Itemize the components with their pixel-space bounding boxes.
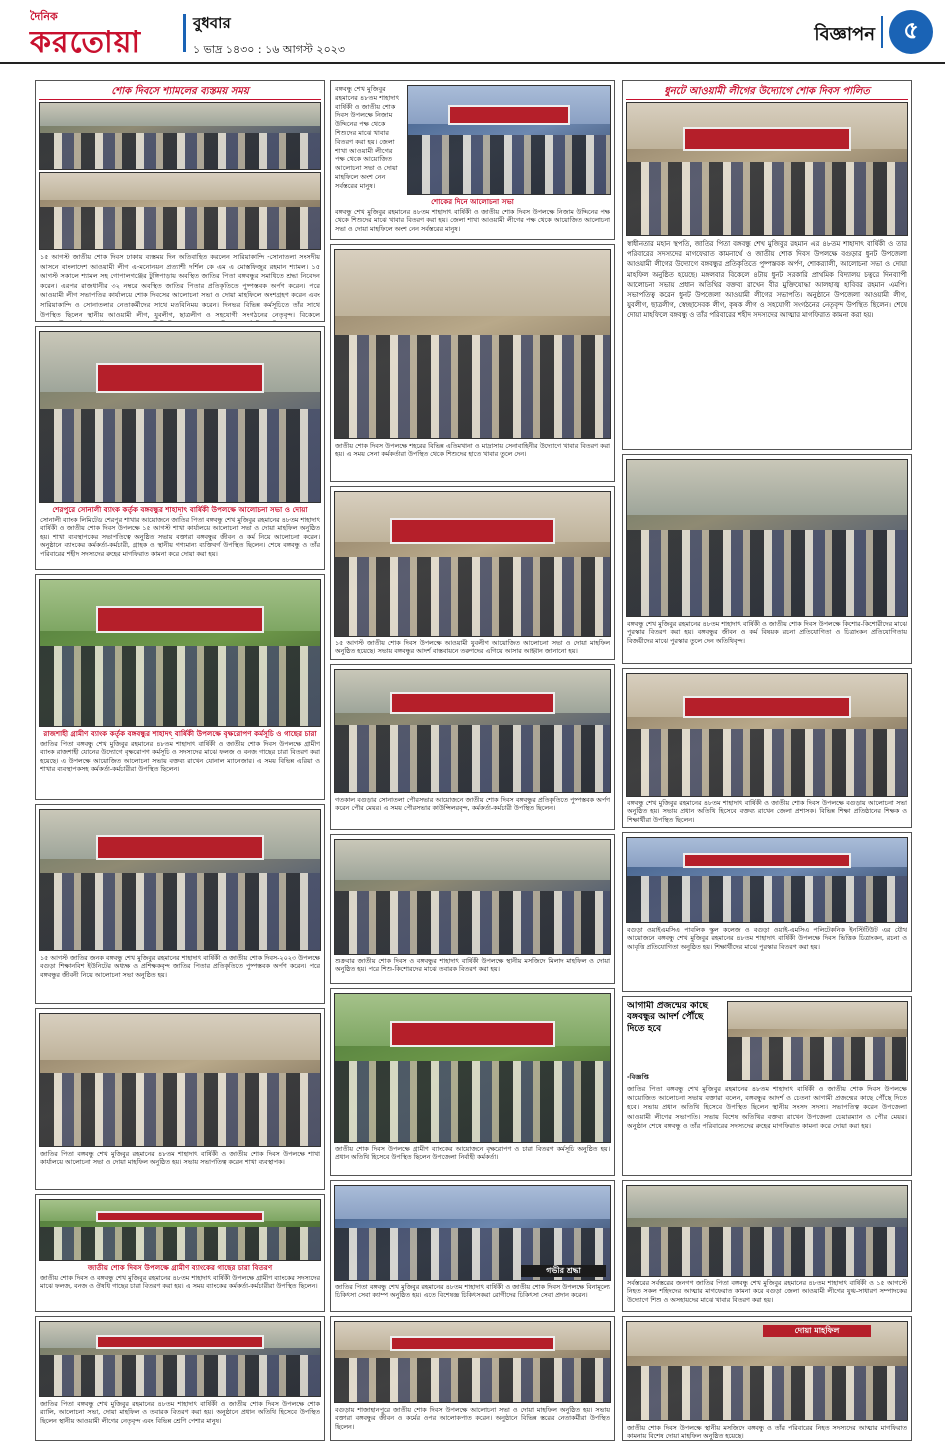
masthead [0, 0, 945, 64]
story-trainee-unit [35, 804, 325, 1004]
news-photo [39, 102, 321, 170]
page-number: ৫ [889, 10, 933, 54]
story-headline: শোক দিবসে শ্যামলের ব্যস্তময় সময় [39, 83, 321, 100]
news-photo [39, 172, 321, 250]
story-caption: বগুড়া ওয়াইএমসিএ পাবলিক স্কুল কলেজ ও বগুড়া ওয়াই-এমসিএ পলিটেকনিক ইনস্টিটিউট এর যৌথ আয়োজনে বঙ্গবন্ধু শেখ মুজিবুর রহমানের ৪৮তম শাহাদাৎ বার্ষিকী উপলক্ষে দিবস ভিত্তিক চিত্রাংকন, রচনা ও আবৃত্তি প্রতিযোগিতা অনুষ্ঠিত হয়। শিক্ষার্থীদের মাঝে পুরস্কার বিতরণ করা হয়। [627, 926, 907, 951]
story-army-meal [330, 244, 615, 482]
story-caption: জাতীয় শোক দিবস ও বঙ্গবন্ধু শেখ মুজিবুর রহমানের ৪৮তম শাহাদাৎ বার্ষিকী উপলক্ষে গ্রামীণ ব্যাংকের সদস্যদের মাঝে ফলজ, বনজ ও ঔষধি গাছের চারা বিতরণ করা হয়। এ সময় ব্যাংকের কর্মকর্তা-কর্মচারীরা উপস্থিত ছিলেন। [40, 1274, 320, 1291]
news-photo [334, 669, 611, 793]
issue-date: ১ ভাদ্র ১৪৩০ : ১৬ আগস্ট ২০২৩ [193, 43, 346, 56]
newspaper-logo [30, 8, 180, 58]
story-body: জাতির পিতা বঙ্গবন্ধু শেখ মুজিবুর রহমানের ৪৮তম শাহাদাৎ বার্ষিকী ও জাতীয় শোক দিবস উপলক্ষে আয়োজিত আলোচনা সভায় বক্তারা বলেন, বঙ্গবন্ধুর আদর্শ ও চেতনা আগামী প্রজন্মের কাছে পৌঁছে দিতে হবে। সভায় প্রধান অতিথি হিসেবে উপস্থিত ছিলেন স্থানীয় সংসদ সদস্য। সভাপতিত্ব করেন উপজেলা আওয়ামী লীগের সভাপতি। সভায় বিশেষ অতিথির বক্তব্য রাখেন উপজেলা চেয়ারম্যান ও পৌর মেয়র। অনুষ্ঠান শেষে বঙ্গবন্ধু ও তাঁর পরিবারের সদস্যদের রুহের মাগফিরাত কামনা করে দোয়া করা হয়। [627, 1085, 907, 1130]
news-photo [39, 809, 321, 951]
story-caption: বঙ্গবন্ধু শেখ মুজিবুর রহমানের ৪৮তম শাহাদাৎ বার্ষিকী ও জাতীয় শোক দিবস উপলক্ষে কিশোর-কিশোরীদের মাঝে পুরস্কার বিতরণ করা হয়। বঙ্গবন্ধুর জীবন ও কর্ম বিষয়ক রচনা প্রতিযোগিতা ও চিত্রাংকন প্রতিযোগিতায় বিজয়ীদের মাঝে পুরস্কার তুলে দেন অতিথিবৃন্দ। [627, 620, 907, 645]
story-label: শোকের দিনে আলোচনা সভা [431, 197, 514, 206]
column-right [622, 80, 912, 1445]
masthead-divider [183, 14, 186, 52]
story-caption: ১৫ আগস্ট জাতীয় শোক দিবস উপলক্ষে আওয়ামী যুবলীগ আয়োজিত আলোচনা সভা ও দোয়া মাহফিল অনুষ্ঠিত হয়েছে। সভায় বঙ্গবন্ধুর আদর্শ বাস্তবায়নে তরুণদের এগিয়ে আসার আহ্বান জানানো হয়। [335, 639, 610, 656]
story-caption: বঙ্গবন্ধু শেখ মুজিবুর রহমানের ৪৮তম শাহাদাৎ বার্ষিকী ও জাতীয় শোক দিবস উপলক্ষে নিজাম উদ্দিনের পক্ষ থেকে শিশুদের মাঝে খাবার বিতরণ করা হয়। জেলা শাখা আওয়ামী লীগের পক্ষ থেকে আয়োজিত আলোচনা সভা ও দোয়া মাহফিলে অংশ নেন সর্বস্তরের মানুষ। [335, 208, 610, 233]
news-photo [334, 491, 611, 637]
story-body: ১৫ আগস্ট জাতীয় শোক দিবস ঢাকায় ব্যস্তময় দিন অতিবাহিত করলেন সারিয়াকান্দি -সোনাতলা সংসদীয় আসনে বাংলাদেশ আওয়ামী লীগ এ-মনোনয়ন প্রত্যাশী দর্শিল কে এম এ মোস্তফিজুর রহমান শ্যামল। ১৫ আগস্ট সকালে শ্যামল সহ গোপালগঞ্জের টুঙ্গিপাড়ায় অবস্থিত জাতির পিতা বঙ্গবন্ধুর সমাধিতে শ্রদ্ধা নিবেদন করেন। এরপর রাজধানীর ৩২ নম্বরে অবস্থিত জাতির পিতার প্রতিকৃতিতে পুষ্পস্তবক অর্পণ করেন। পরে আওয়ামী লীগ সভাপতির কার্যালয়ে শোক দিবসের আলোচনা সভা ও দোয়া মাহফিলে অংশগ্রহণ করেন এবং সারিয়াকান্দি ও সোনাতলার নেতাকর্মীদের সাথে মতবিনিময় করেন। দিনভর বিভিন্ন কর্মসূচিতে তাঁর সাথে উপস্থিত ছিলেন স্থানীয় আওয়ামী লীগ, যুবলীগ, ছাত্রলীগ ও সহযোগী সংগঠনের নেতৃবৃন্দ। বিকেলে [40, 253, 320, 319]
section-name: বিজ্ঞাপন [814, 24, 875, 45]
story-sonatala-pourashava [330, 664, 615, 830]
story-headline: আগামী প্রজন্মের কাছে বঙ্গবন্ধুর আদর্শ পৌঁছে দিতে হবে [627, 1001, 708, 1034]
news-photo [39, 1199, 321, 1261]
story-prize-giving [622, 454, 912, 664]
news-photo [334, 993, 611, 1143]
banner-text: দোয়া মাহফিল [763, 1325, 871, 1337]
news-photo [39, 1321, 321, 1397]
story-caption: সোনালী ব্যাংক লিমিটেড শেরপুর শাখার আয়োজনে জাতির পিতা বঙ্গবন্ধু শেখ মুজিবুর রহমানের ৪৮তম শাহাদাৎ বার্ষিকী ও জাতীয় শোক দিবস উপলক্ষে ১৫ আগস্ট শাখা কার্যালয়ে আলোচনা সভা ও দোয়া মাহফিল অনুষ্ঠিত হয়। শাখা ব্যবস্থাপকের সভাপতিত্বে অনুষ্ঠিত সভায় বক্তারা বঙ্গবন্ধুর জীবন ও কর্ম নিয়ে আলোচনা করেন। অনুষ্ঠানে ব্যাংকের কর্মকর্তা-কর্মচারী, গ্রাহক ও স্থানীয় গণ্যমান্য ব্যক্তিবর্গ উপস্থিত ছিলেন। শেষে বঙ্গবন্ধু ও তাঁর পরিবারের শহীদ সদস্যদের রুহের মাগফিরাত কামনা করে দোয়া করা হয়। [40, 516, 320, 558]
story-jubo-league [330, 486, 615, 660]
news-photo [39, 1013, 321, 1147]
news-photo [39, 331, 321, 503]
story-caption: জাতির পিতা বঙ্গবন্ধু শেখ মুজিবুর রহমানের ৪৮তম শাহাদাৎ বার্ষিকী ও জাতীয় শোক দিবস উপলক্ষে শাখা কার্যালয়ে আলোচনা সভা ও দোয়া মাহফিল অনুষ্ঠিত হয়। সভায় সভাপতিত্ব করেন শাখা ব্যবস্থাপক। [40, 1150, 320, 1167]
story-caption: জাতীয় শোক দিবস উপলক্ষে শহরের বিভিন্ন এতিমখানা ও মাদ্রাসায় সেনাবাহিনীর উদ্যোগে খাবার বিতরণ করা হয়। এ সময় সেনা কর্মকর্তারা উপস্থিত থেকে শিশুদের হাতে খাবার তুলে দেন। [335, 442, 610, 459]
news-photo [727, 1001, 908, 1081]
story-caption: গতকাল বগুড়ার সোনাতলা পৌরসভার আয়োজনে জাতীয় শোক দিবস বঙ্গবন্ধুর প্রতিকৃতিতে পুষ্পস্তবক অর্পণ করেন পৌর মেয়র। এ সময় পৌরসভার কাউন্সিলরবৃন্দ, কর্মকর্তা-কর্মচারী উপস্থিত ছিলেন। [335, 796, 610, 813]
news-photo [626, 673, 908, 797]
story-caption: জাতির পিতা বঙ্গবন্ধু শেখ মুজিবুর রহমানের ৪৮তম শাহাদাৎ বার্ষিকী ও জাতীয় শোক দিবস উপলক্ষে বিনামূল্যে চিকিৎসা সেবা ক্যাম্প অনুষ্ঠিত হয়। এতে বিশেষজ্ঞ চিকিৎসকরা রোগীদের চিকিৎসা সেবা প্রদান করেন। [335, 1283, 610, 1300]
brand-name: করতোয়া [30, 25, 142, 60]
news-photo [334, 249, 611, 439]
story-food-distribution [330, 80, 615, 240]
story-headline: শেরপুরে সোনালী ব্যাংক কর্তৃক বঙ্গবন্ধুর শাহাদাৎ বার্ষিকী উপলক্ষে আলোচনা সভা ও দোয়া [52, 505, 308, 514]
brand-prefix: দৈনিক [30, 10, 58, 23]
news-photo [334, 839, 611, 955]
column-middle [330, 80, 615, 1445]
story-side-text: বঙ্গবন্ধু শেখ মুজিবুর রহমানের ৪৮তম শাহাদাৎ বার্ষিকী ও জাতীয় শোক দিবস উপলক্ষে নিজাম উদ্দিনের পক্ষ থেকে শিশুদের মাঝে খাবার বিতরণ করা হয়। জেলা শাখা আওয়ামী লীগের পক্ষ থেকে আয়োজিত আলোচনা সভা ও দোয়া মাহফিলে অংশ নেন সর্বস্তরের মানুষ। [335, 85, 400, 190]
news-photo [626, 837, 908, 923]
poster-sign: গভীর শ্রদ্ধা [521, 1265, 606, 1277]
story-mourning-rally [35, 1316, 325, 1441]
story-caption: জাতীয় শোক দিবস উপলক্ষে গ্রামীণ ব্যাংকের আয়োজনে বৃক্ষরোপণ ও চারা বিতরণ কর্মসূচি অনুষ্ঠিত হয়। প্রধান অতিথি হিসেবে উপস্থিত ছিলেন উপজেলা নির্বাহী কর্মকর্তা। [335, 1145, 610, 1162]
story-headline: ধুনটে আওয়ামী লীগের উদ্যোগে শোক দিবস পালিত [626, 83, 908, 100]
story-body: স্বাধীনতার মহান স্থপতি, জাতির পিতা বঙ্গবন্ধু শেখ মুজিবুর রহমান এর ৪৮তম শাহাদাৎ বার্ষিকী ও তার পরিবারের সদস্যদের মাগফেরাত কামনার্থে ও জাতীয় শোক দিবস উপলক্ষে বগুড়ার ধুনট উপজেলা আওয়ামী লীগের উদ্যোগে বঙ্গবন্ধুর প্রতিকৃতিতে পুষ্পস্তবক অর্পণ, শোকর‍্যালী, আলোচনা সভা ও দোয়া মাহফিল অনুষ্ঠিত হয়েছে। মঙ্গলবার বিকেলে ৪টায় ধুনট সরকারি প্রাথমিক বিদ্যালয় চত্বরে দিনব্যাপী আলোচনা সভায় প্রধান অতিথির বক্তব্য রাখেন বীর মুক্তিযোদ্ধা আলহাজ্ব হাবিবর রহমান এমপি। সভাপতিত্ব করেন ধুনট উপজেলা আওয়ামী লীগের সভাপতি। অনুষ্ঠানে উপজেলা আওয়ামী লীগ, যুবলীগ, ছাত্রলীগ, স্বেচ্ছাসেবক লীগ, কৃষক লীগ ও সহযোগী সংগঠনের নেতৃবৃন্দ উপস্থিত ছিলেন। শেষে দোয়া মাহফিলে বঙ্গবন্ধু ও তাঁর পরিবারের শহীদ সদস্যদের আত্মার মাগফিরাত কামনা করা হয়। [627, 240, 907, 320]
page-divider [881, 16, 883, 48]
news-photo [334, 1321, 611, 1403]
news-photo [39, 579, 321, 727]
story-grameen-rajshahi [35, 574, 325, 800]
news-photo [626, 1185, 908, 1277]
story-caption: জাতীয় শোক দিবস উপলক্ষে স্থানীয় মসজিদে বঙ্গবন্ধু ও তাঁর পরিবারের নিহত সদস্যদের আত্মার মাগফিরাত কামনায় বিশেষ দোয়া মাহফিল অনুষ্ঠিত হয়েছে। [627, 1424, 907, 1440]
news-photo [407, 85, 611, 195]
story-caption: ১৫ আগস্ট জাতির জনক বঙ্গবন্ধু শেখ মুজিবুর রহমানের শাহাদাৎ বার্ষিকী ও জাতীয় শোক দিবস-২০২৩ উপলক্ষে বগুড়া শিক্ষানবিশ ইউনিটের অধ্যক্ষ ও প্রশিক্ষকবৃন্দ জাতির পিতার প্রতিকৃতিতে পুষ্পস্তবক অর্পণ করেন। পরে বঙ্গবন্ধুর জীবনী নিয়ে আলোচনা সভা অনুষ্ঠিত হয়। [40, 954, 320, 979]
dateline [193, 12, 345, 60]
story-caption: বঙ্গবন্ধু শেখ মুজিবুর রহমানের ৪৮তম শাহাদাৎ বার্ষিকী ও জাতীয় শোক দিবস উপলক্ষে বগুড়ায় আলোচনা সভা অনুষ্ঠিত হয়। সভায় প্রধান অতিথি হিসেবে বক্তব্য রাখেন জেলা প্রশাসক। বিভিন্ন শিক্ষা প্রতিষ্ঠানের শিক্ষক ও শিক্ষার্থীরা উপস্থিত ছিলেন। [627, 799, 907, 824]
story-caption: সর্বস্তরের সর্বস্তরের জনগণ জাতির পিতা বঙ্গবন্ধু শেখ মুজিবুর রহমানের ৪৮তম শাহাদাৎ বার্ষিকী ও ১৫ আগস্টে নিহত সকল শহিদদের আত্মার মাগফেরাত কামনা করে বগুড়া জেলা আওয়ামী লীগের যুগ্ম-সাধারণ সম্পাদকের উদ্যোগে শিশু ও অসহায়দের মাঝে খাবার বিতরণ করা হয়। [627, 1279, 907, 1304]
story-dhunot [622, 80, 912, 450]
story-doa-mahfil [622, 1316, 912, 1441]
story-branch-discussion [35, 1008, 325, 1190]
story-grameen-plantation [330, 988, 615, 1176]
story-headline: রাজশাহী গ্রামীণ ব্যাংক কর্তৃক বঙ্গবন্ধুর শাহাদৎ বার্ষিকী উপলক্ষে বৃক্ষরোপণ কর্মসূচি ও গাছের চারা [43, 729, 317, 738]
story-bogura-discussion [622, 668, 912, 828]
story-caption: শুক্রবার জাতীয় শোক দিবস ও বঙ্গবন্ধুর শাহাদাৎ বার্ষিকী উপলক্ষে স্থানীয় মসজিদে মিলাদ মাহফিল ও দোয়া অনুষ্ঠিত হয়। পরে শিশু-কিশোরদের মাঝে তবারক বিতরণ করা হয়। [335, 957, 610, 974]
story-shyamal [35, 80, 325, 322]
story-ymca-school [622, 832, 912, 992]
story-medical-camp [330, 1180, 615, 1312]
story-caption: জাতির পিতা বঙ্গবন্ধু শেখ মুজিবুর রহমানের ৪৮তম শাহাদাৎ বার্ষিকী ও জাতীয় শোক দিবস উপলক্ষে গ্রামীণ ব্যাংক রাজশাহী যোনের উদ্যোগে বৃক্ষরোপণ কর্মসূচি ও সদস্যদের মাঝে ফলজ ও বনজ গাছের চারা বিতরণ করা হয়েছে। এ উপলক্ষে আয়োজিত আলোচনা সভায় বক্তব্য রাখেন যোনাল ম্যানেজার। এ সময় বিভিন্ন এরিয়া ও শাখার ব্যবস্থাপকসহ কর্মকর্তা-কর্মচারীরা উপস্থিত ছিলেন। [40, 740, 320, 774]
story-sonali-bank [35, 326, 325, 570]
story-next-generation [622, 996, 912, 1176]
story-byline: -বিজ্ঞপ্তি [627, 1073, 649, 1081]
column-left [35, 80, 325, 1445]
weekday: বুধবার [193, 14, 231, 32]
story-shajahanpur [330, 1316, 615, 1441]
story-child-feeding [622, 1180, 912, 1312]
story-grameen-saplings [35, 1194, 325, 1312]
story-headline: জাতীয় শোক দিবস উপলক্ষে গ্রামীণ ব্যাংকের গাছের চারা বিতরণ [87, 1263, 273, 1272]
story-caption: জাতির পিতা বঙ্গবন্ধু শেখ মুজিবুর রহমানের ৪৮তম শাহাদাৎ বার্ষিকী ও জাতীয় শোক দিবস উপলক্ষে শোক র‍্যালি, আলোচনা সভা, দোয়া মাহফিল ও তবারক বিতরণ করা হয়। অনুষ্ঠানে প্রধান অতিথি হিসেবে উপস্থিত ছিলেন স্থানীয় আওয়ামী লীগের নেতৃবৃন্দ এবং বিভিন্ন শ্রেণি পেশার মানুষ। [40, 1400, 320, 1425]
story-milad [330, 834, 615, 984]
news-photo [626, 459, 908, 617]
story-caption: বগুড়ায় শাজাহানপুরে জাতীয় শোক দিবস উপলক্ষে আলোচনা সভা ও দোয়া মাহফিল অনুষ্ঠিত হয়। সভায় বক্তারা বঙ্গবন্ধুর জীবন ও কর্মের ওপর আলোকপাত করেন। অনুষ্ঠানে বিভিন্ন স্তরের নেতাকর্মীরা উপস্থিত ছিলেন। [335, 1406, 610, 1431]
news-photo [626, 102, 908, 236]
